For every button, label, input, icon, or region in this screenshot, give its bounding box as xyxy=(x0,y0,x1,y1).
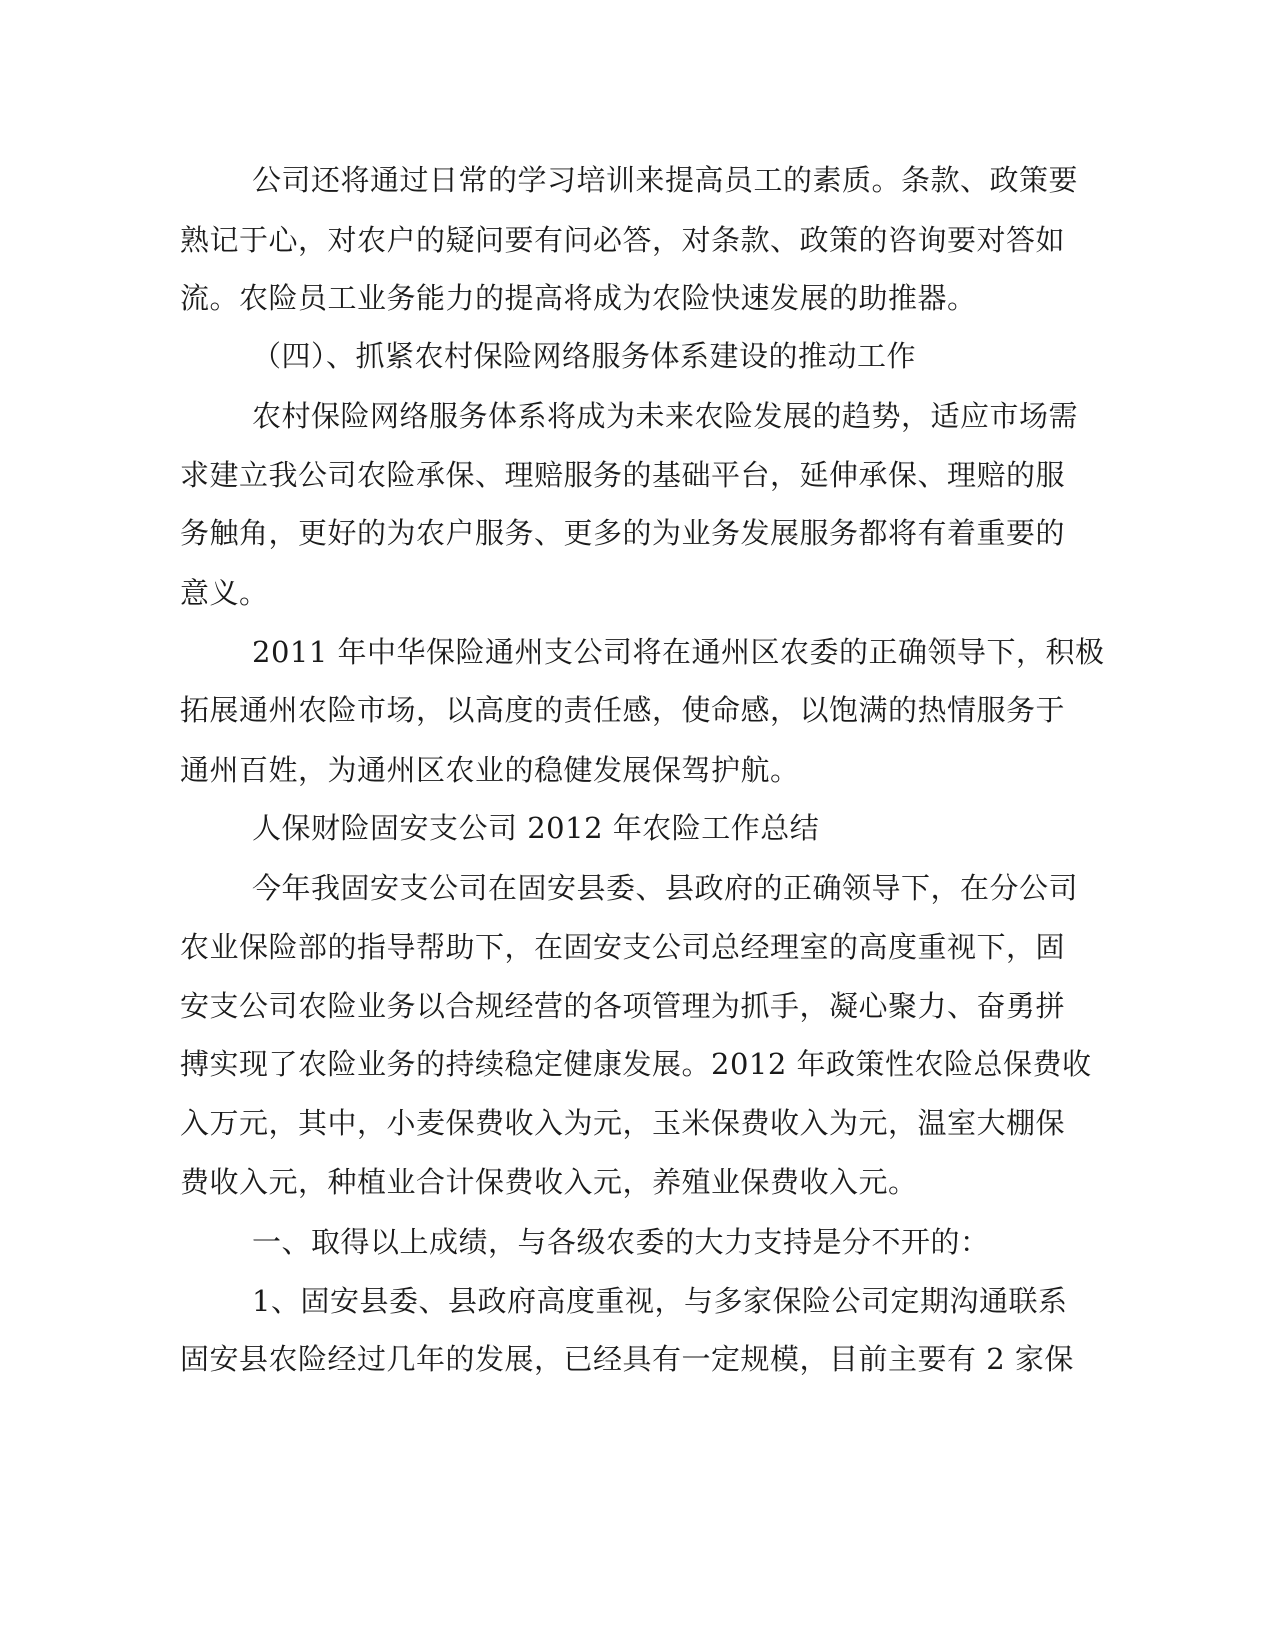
paragraph-line: 公司还将通过日常的学习培训来提高员工的素质。条款、政策要 xyxy=(252,163,1079,197)
paragraph-line: 拓展通州农险市场，以高度的责任感，使命感，以饱满的热情服务于 xyxy=(180,693,1066,727)
paragraph-line: 务触角，更好的为农户服务、更多的为业务发展服务都将有着重要的 xyxy=(180,516,1066,550)
section-title: 人保财险固安支公司 2012 年农险工作总结 xyxy=(252,811,820,845)
paragraph-line: 求建立我公司农险承保、理赔服务的基础平台，延伸承保、理赔的服 xyxy=(180,458,1066,492)
paragraph-line: 意义。 xyxy=(180,576,269,610)
section-heading: （四）、抓紧农村保险网络服务体系建设的推动工作 xyxy=(252,339,917,373)
paragraph-line: 2011 年中华保险通州支公司将在通州区农委的正确领导下，积极 xyxy=(252,635,1105,669)
paragraph-line: 入万元，其中，小麦保费收入为元，玉米保费收入为元，温室大棚保 xyxy=(180,1106,1066,1140)
paragraph-line: 熟记于心，对农户的疑问要有问必答，对条款、政策的咨询要对答如 xyxy=(180,223,1066,257)
paragraph-line: 农业保险部的指导帮助下，在固安支公司总经理室的高度重视下，固 xyxy=(180,930,1066,964)
paragraph-line: 今年我固安支公司在固安县委、县政府的正确领导下，在分公司 xyxy=(252,871,1079,905)
paragraph-line: 流。农险员工业务能力的提高将成为农险快速发展的助推器。 xyxy=(180,281,977,315)
paragraph-line: 一、取得以上成绩，与各级农委的大力支持是分不开的： xyxy=(252,1225,990,1259)
paragraph-line: 费收入元，种植业合计保费收入元，养殖业保费收入元。 xyxy=(180,1165,918,1199)
paragraph-line: 固安县农险经过几年的发展，已经具有一定规模，目前主要有 2 家保 xyxy=(180,1342,1074,1376)
paragraph-line: 1、固安县委、县政府高度重视，与多家保险公司定期沟通联系 xyxy=(252,1284,1068,1318)
paragraph-line: 安支公司农险业务以合规经营的各项管理为抓手，凝心聚力、奋勇拼 xyxy=(180,989,1066,1023)
paragraph-line: 搏实现了农险业务的持续稳定健康发展。2012 年政策性农险总保费收 xyxy=(180,1047,1092,1081)
paragraph-line: 通州百姓，为通州区农业的稳健发展保驾护航。 xyxy=(180,753,800,787)
paragraph-line: 农村保险网络服务体系将成为未来农险发展的趋势，适应市场需 xyxy=(252,399,1079,433)
